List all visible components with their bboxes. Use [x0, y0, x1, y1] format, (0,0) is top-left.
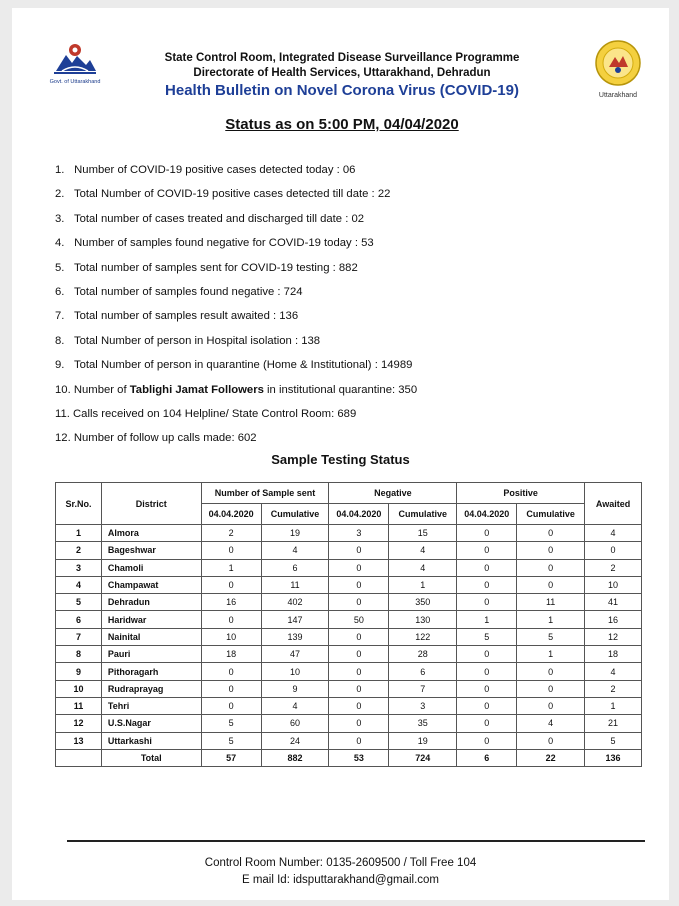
- value-cell: 11: [517, 594, 585, 611]
- value-cell: 60: [261, 715, 329, 732]
- serial-number-cell: 12: [56, 715, 102, 732]
- value-cell: 50: [329, 611, 389, 628]
- value-cell: 0: [457, 663, 517, 680]
- district-cell: Pauri: [101, 646, 201, 663]
- total-value-cell: 136: [585, 749, 642, 766]
- district-cell: Chamoli: [101, 559, 201, 576]
- value-cell: 7: [389, 680, 457, 697]
- value-cell: 3: [389, 697, 457, 714]
- govt-emblem-icon: [50, 41, 100, 77]
- value-cell: 122: [389, 628, 457, 645]
- value-cell: 0: [517, 559, 585, 576]
- value-cell: 0: [201, 611, 261, 628]
- district-cell: Bageshwar: [101, 542, 201, 559]
- table-row: [56, 697, 642, 714]
- value-cell: 5: [585, 732, 642, 749]
- serial-number-cell: 5: [56, 594, 102, 611]
- sample-testing-table: [55, 482, 642, 767]
- value-cell: 18: [201, 646, 261, 663]
- value-cell: 0: [457, 732, 517, 749]
- bulletin-page: [12, 8, 669, 900]
- value-cell: 6: [261, 559, 329, 576]
- value-cell: 2: [201, 525, 261, 542]
- value-cell: 0: [201, 680, 261, 697]
- state-seal-icon: [595, 40, 641, 86]
- value-cell: 0: [457, 594, 517, 611]
- total-value-cell: 57: [201, 749, 261, 766]
- value-cell: 11: [261, 576, 329, 593]
- total-value-cell: 6: [457, 749, 517, 766]
- value-cell: 4: [517, 715, 585, 732]
- total-value-cell: 882: [261, 749, 329, 766]
- total-label: Total: [101, 749, 201, 766]
- col-header-sent: Number of Sample sent: [201, 483, 329, 504]
- value-cell: 15: [389, 525, 457, 542]
- col-header-awaited: Awaited: [585, 483, 642, 525]
- total-value-cell: 724: [389, 749, 457, 766]
- value-cell: 1: [517, 611, 585, 628]
- col-header-negative: Negative: [329, 483, 457, 504]
- control-room-number: Control Room Number: 0135-2609500 / Toll Free 104: [204, 857, 477, 869]
- table-row: [56, 628, 642, 645]
- district-cell: Nainital: [101, 628, 201, 645]
- table-row: [56, 732, 642, 749]
- value-cell: 0: [517, 697, 585, 714]
- right-logo-caption: Uttarakhand: [598, 92, 638, 99]
- status-heading: Status as on 5:00 PM, 04/04/2020: [225, 116, 459, 133]
- serial-number-cell: 1: [56, 525, 102, 542]
- value-cell: 28: [389, 646, 457, 663]
- value-cell: 0: [201, 663, 261, 680]
- district-cell: Champawat: [101, 576, 201, 593]
- col-header-date: 04.04.2020: [201, 504, 261, 525]
- col-header-cumulative: Cumulative: [517, 504, 585, 525]
- value-cell: 0: [517, 525, 585, 542]
- value-cell: 0: [457, 525, 517, 542]
- value-cell: 5: [201, 732, 261, 749]
- value-cell: 1: [517, 646, 585, 663]
- value-cell: 0: [329, 663, 389, 680]
- value-cell: 0: [457, 715, 517, 732]
- uttarakhand-logo: [587, 40, 649, 99]
- footer-divider: [67, 840, 645, 842]
- header-line-2: Directorate of Health Services, Uttarakhand, Dehradun: [193, 67, 491, 79]
- value-cell: 0: [517, 542, 585, 559]
- value-cell: 350: [389, 594, 457, 611]
- value-cell: 41: [585, 594, 642, 611]
- value-cell: 16: [585, 611, 642, 628]
- district-cell: Tehri: [101, 697, 201, 714]
- district-cell: Haridwar: [101, 611, 201, 628]
- list-item: 7. Total number of samples result awaited : 136: [55, 310, 299, 323]
- serial-number-cell: 10: [56, 680, 102, 697]
- table-row: [56, 680, 642, 697]
- value-cell: 1: [389, 576, 457, 593]
- value-cell: 4: [585, 663, 642, 680]
- list-item: 8. Total Number of person in Hospital isolation : 138: [55, 334, 321, 347]
- serial-number-cell: 3: [56, 559, 102, 576]
- value-cell: 3: [329, 525, 389, 542]
- value-cell: 0: [457, 697, 517, 714]
- list-item: 5. Total number of samples sent for COVID-19 testing : 882: [55, 261, 358, 274]
- value-cell: 5: [201, 715, 261, 732]
- value-cell: 0: [517, 680, 585, 697]
- serial-number-cell: 11: [56, 697, 102, 714]
- value-cell: 6: [389, 663, 457, 680]
- table-row: [56, 525, 642, 542]
- value-cell: 0: [457, 559, 517, 576]
- table-row: [56, 594, 642, 611]
- value-cell: 0: [585, 542, 642, 559]
- value-cell: 9: [261, 680, 329, 697]
- col-header-positive: Positive: [457, 483, 585, 504]
- table-row: [56, 611, 642, 628]
- serial-number-cell: 8: [56, 646, 102, 663]
- value-cell: 0: [517, 663, 585, 680]
- value-cell: 24: [261, 732, 329, 749]
- total-value-cell: 53: [329, 749, 389, 766]
- value-cell: 0: [329, 646, 389, 663]
- district-cell: Uttarkashi: [101, 732, 201, 749]
- district-cell: Almora: [101, 525, 201, 542]
- value-cell: 4: [389, 542, 457, 559]
- value-cell: 0: [329, 559, 389, 576]
- col-header-sr: Sr.No.: [56, 483, 102, 525]
- list-item: 1. Number of COVID-19 positive cases detected today : 06: [55, 164, 356, 176]
- value-cell: 2: [585, 559, 642, 576]
- value-cell: 4: [585, 525, 642, 542]
- list-item: 3. Total number of cases treated and discharged till date : 02: [55, 212, 365, 225]
- value-cell: 0: [329, 542, 389, 559]
- total-value-cell: 22: [517, 749, 585, 766]
- list-item: 4. Number of samples found negative for COVID-19 today : 53: [55, 237, 374, 250]
- col-header-cumulative: Cumulative: [261, 504, 329, 525]
- table-row: [56, 646, 642, 663]
- value-cell: 4: [261, 697, 329, 714]
- col-header-date: 04.04.2020: [457, 504, 517, 525]
- table-row: [56, 715, 642, 732]
- value-cell: 0: [329, 715, 389, 732]
- value-cell: 0: [201, 576, 261, 593]
- govt-logo: [40, 41, 110, 85]
- value-cell: 4: [261, 542, 329, 559]
- value-cell: 0: [329, 732, 389, 749]
- district-cell: Pithoragarh: [101, 663, 201, 680]
- serial-number-cell: 2: [56, 542, 102, 559]
- value-cell: 402: [261, 594, 329, 611]
- value-cell: 1: [585, 697, 642, 714]
- table-row: [56, 559, 642, 576]
- table-title: Sample Testing Status: [271, 452, 410, 467]
- list-item: 6. Total number of samples found negative : 724: [55, 285, 303, 298]
- value-cell: 35: [389, 715, 457, 732]
- left-logo-caption: Govt. of Uttarakhand: [49, 79, 101, 85]
- list-item: 12. Number of follow up calls made: 602: [55, 432, 257, 445]
- district-cell: Rudraprayag: [101, 680, 201, 697]
- value-cell: 0: [517, 732, 585, 749]
- serial-number-cell: 6: [56, 611, 102, 628]
- value-cell: 0: [201, 697, 261, 714]
- list-item: 9. Total Number of person in quarantine (Home & Institutional) : 14989: [55, 359, 413, 372]
- value-cell: 0: [517, 576, 585, 593]
- district-cell: U.S.Nagar: [101, 715, 201, 732]
- value-cell: 0: [457, 680, 517, 697]
- contact-email: E mail Id: idsputtarakhand@gmail.com: [241, 874, 440, 886]
- value-cell: 10: [585, 576, 642, 593]
- value-cell: 19: [389, 732, 457, 749]
- value-cell: 1: [457, 611, 517, 628]
- summary-list: [55, 159, 417, 452]
- value-cell: 10: [261, 663, 329, 680]
- district-cell: Dehradun: [101, 594, 201, 611]
- serial-number-cell: 4: [56, 576, 102, 593]
- value-cell: 18: [585, 646, 642, 663]
- value-cell: 0: [457, 542, 517, 559]
- value-cell: 147: [261, 611, 329, 628]
- value-cell: 16: [201, 594, 261, 611]
- value-cell: 130: [389, 611, 457, 628]
- value-cell: 0: [329, 576, 389, 593]
- value-cell: 0: [329, 594, 389, 611]
- value-cell: 0: [201, 542, 261, 559]
- col-header-date: 04.04.2020: [329, 504, 389, 525]
- value-cell: 1: [201, 559, 261, 576]
- serial-number-cell: 9: [56, 663, 102, 680]
- bulletin-title: Health Bulletin on Novel Corona Virus (COVID-19): [165, 82, 519, 99]
- table-row: [56, 663, 642, 680]
- value-cell: 0: [329, 697, 389, 714]
- serial-number-cell: 13: [56, 732, 102, 749]
- col-header-cumulative: Cumulative: [389, 504, 457, 525]
- value-cell: 0: [329, 628, 389, 645]
- value-cell: 21: [585, 715, 642, 732]
- value-cell: 5: [517, 628, 585, 645]
- total-blank-cell: [56, 749, 102, 766]
- col-header-district: District: [101, 483, 201, 525]
- list-item: 11. Calls received on 104 Helpline/ State Control Room: 689: [55, 407, 357, 420]
- value-cell: 5: [457, 628, 517, 645]
- value-cell: 0: [457, 646, 517, 663]
- value-cell: 2: [585, 680, 642, 697]
- value-cell: 4: [389, 559, 457, 576]
- value-cell: 12: [585, 628, 642, 645]
- value-cell: 0: [329, 680, 389, 697]
- header-line-1: State Control Room, Integrated Disease Surveillance Programme: [164, 52, 520, 64]
- value-cell: 139: [261, 628, 329, 645]
- table-row: [56, 542, 642, 559]
- list-item: 10. Number of Tablighi Jamat Followers in institutional quarantine: 350: [55, 383, 418, 396]
- value-cell: 10: [201, 628, 261, 645]
- total-row: [56, 749, 642, 766]
- list-item: 2. Total Number of COVID-19 positive cases detected till date : 22: [55, 188, 391, 201]
- serial-number-cell: 7: [56, 628, 102, 645]
- value-cell: 47: [261, 646, 329, 663]
- table-row: [56, 576, 642, 593]
- value-cell: 19: [261, 525, 329, 542]
- value-cell: 0: [457, 576, 517, 593]
